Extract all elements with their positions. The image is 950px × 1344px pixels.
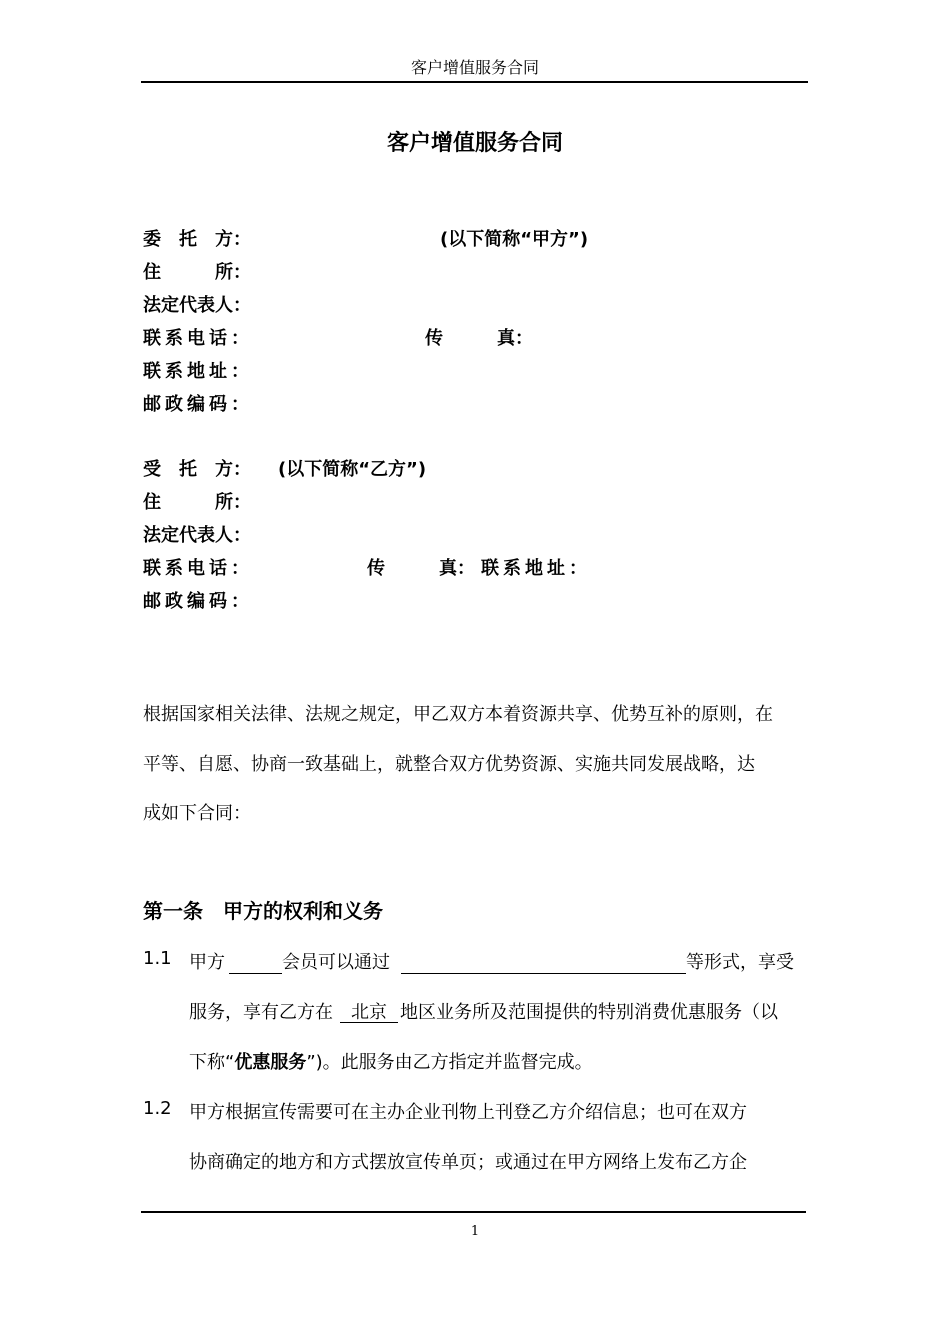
party-a-phone-label: 联系电话： [143,328,253,349]
page-number: 1 [470,1224,480,1239]
clause-1-1-text-a: 甲方 [189,952,225,973]
blank-line [229,973,282,974]
clause-1-2-line: 协商确定的地方和方式摆放宣传单页；或通过在甲方网络上发布乙方企 [189,1152,747,1173]
party-b-abbrev: (以下简称“乙方”) [278,459,427,480]
clause-1-1-bold-term: 优惠服务 [234,1052,307,1073]
clause-1-2-line: 甲方根据宣传需要可在主办企业刊物上刊登乙方介绍信息；也可在双方 [189,1102,747,1123]
preamble-line: 平等、自愿、协商一致基础上，就整合双方优势资源、实施共同发展战略，达 [143,754,755,775]
party-b-trustee-label: 受 托 方： [143,459,251,480]
party-b-contact-address-label: 联系地址： [481,558,591,579]
blank-line [401,973,686,974]
region-value: 北京 [351,1002,387,1023]
party-b-postcode-label: 邮政编码： [143,591,253,612]
party-a-fax-label: 传 真： [425,328,533,349]
clause-1-2-number: 1.2 [143,1098,172,1119]
preamble-line: 根据国家相关法律、法规之规定，甲乙双方本着资源共享、优势互补的原则，在 [143,704,773,725]
clause-1-1-text-c: 等形式，享受 [686,952,794,973]
clause-1-1-line2-b: 地区业务所及范围提供的特别消费优惠服务（以 [400,1002,778,1023]
clause-1-1-line3-b: ”)。此服务由乙方指定并监督完成。 [306,1052,593,1073]
preamble-line: 成如下合同： [143,803,251,824]
clause-1-1-number: 1.1 [143,948,172,969]
header-rule [141,81,808,83]
party-a-legal-rep-label: 法定代表人： [143,295,251,316]
party-b-address-label: 住 所： [143,492,251,513]
party-a-contact-address-label: 联系地址： [143,361,253,382]
document-title: 客户增值服务合同 [386,131,563,156]
region-field [340,998,398,1023]
footer-rule [141,1211,806,1213]
party-b-fax-label: 传 真： [367,558,475,579]
running-header: 客户增值服务合同 [410,58,539,77]
party-a-abbrev: (以下简称“甲方”) [440,229,589,250]
party-a-postcode-label: 邮政编码： [143,394,253,415]
party-a-client-label: 委 托 方： [143,229,251,250]
clause-1-1-text-b: 会员可以通过 [282,952,390,973]
article-1-heading: 第一条 甲方的权利和义务 [143,899,383,923]
clause-1-1-line2-a: 服务，享有乙方在 [189,1002,333,1023]
party-a-address-label: 住 所： [143,262,251,283]
party-b-legal-rep-label: 法定代表人： [143,525,251,546]
clause-1-1-line3-a: 下称“ [189,1052,235,1073]
party-b-phone-label: 联系电话： [143,558,253,579]
clause-1-1-line3 [189,1048,593,1074]
